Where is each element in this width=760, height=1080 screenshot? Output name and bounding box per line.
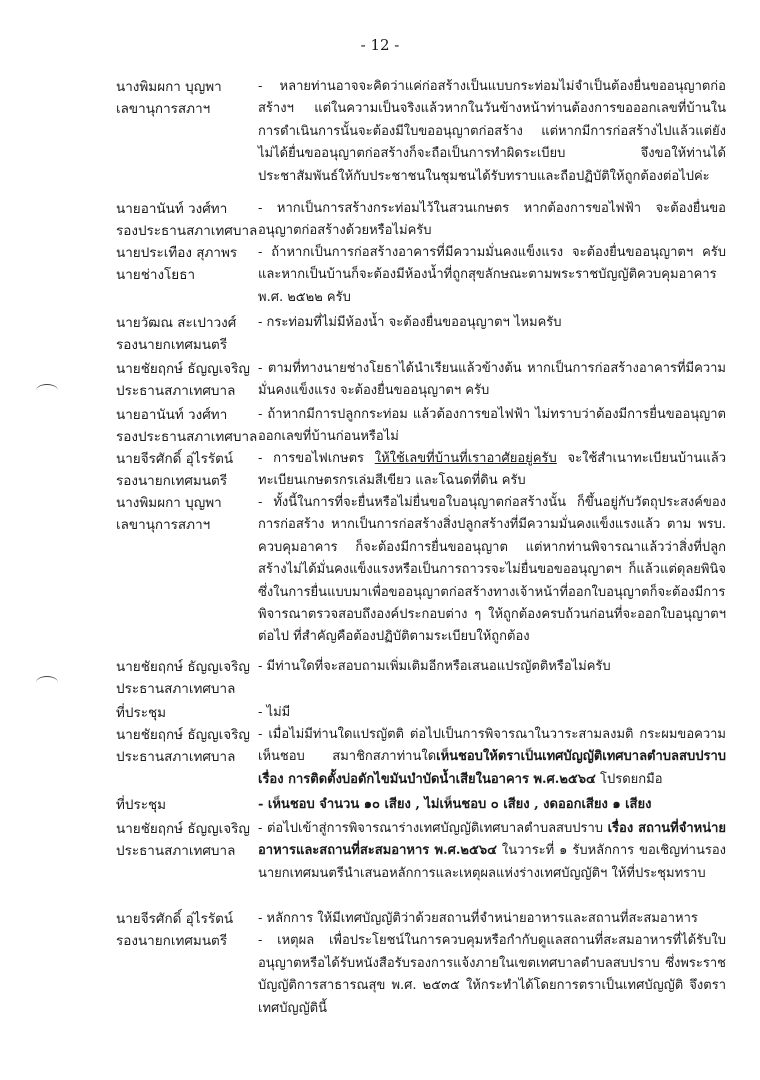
speaker-name: นางพิมผกา บุญพา [116, 495, 222, 511]
speech-paragraph: - หลักการ ให้มีเทศบัญญัติว่าด้วยสถานที่จำหน่ายอาหารและสถานที่สะสมอาหาร [258, 911, 698, 926]
underlined-text: ให้ใช้เลขที่บ้านที่เราอาศัยอยู่ครับ [374, 451, 557, 466]
speech-paragraph: - หลายท่านอาจจะคิดว่าแค่ก่อสร้างเป็นแบบกระท่อมไม่จำเป็นต้องยื่นขออนุญาตก่อสร้างฯ แต่ในความเป็นจริงแล้วหากในวันข้างหน้าท่านต้องการขอออกเลขที่บ้านในการดำเนินการนั้นจะต้องมีใบขออนุญาตก่อสร้าง แต่หากมีการก่อสร้างไปแล้วแต่ยังไม่ได้ยื่นขออนุญาตก่อสร้างก็จะถือเป็นการทำผิดระเบียบ จึงขอให้ท่านได้ประชาสัมพันธ์ให้กับประชาชนในชุมชนได้รับทราบและถือปฏิบัติให้ถูกต้องต่อไปค่ะ [258, 79, 726, 184]
speaker [116, 404, 256, 448]
speaker-name: นายชัยฤกษ์ ธัญญเจริญ [116, 821, 250, 837]
speech-text [258, 448, 726, 493]
speech-paragraph: - ถ้าหากมีการปลูกกระท่อม แล้วต้องการขอไฟฟ้า ไม่ทราบว่าต้องมีการยื่นขออนุญาตออกเลขที่บ้านก่อนหรือไม่ [258, 407, 726, 445]
speech-text [258, 908, 726, 1020]
speaker [116, 818, 256, 862]
speaker [116, 702, 256, 724]
speaker [116, 908, 256, 952]
speech-text [258, 312, 726, 334]
speaker-name: นายอานันท์ วงศ์ทา [116, 407, 228, 423]
speaker [116, 358, 256, 402]
speaker-role: ประธานสภาเทศบาล [116, 383, 236, 399]
speaker-role: รองประธานสภาเทศบาล [116, 223, 258, 239]
speech-paragraph: - ทั้งนี้ในการที่จะยื่นหรือไม่ยื่นขอใบอนุญาตก่อสร้างนั้น ก็ขึ้นอยู่กับวัตถุประสงค์ของการก่อสร้าง หากเป็นการก่อสร้างสิ่งปลูกสร้างที่มีความมั่นคงแข็งแรงแล้ว ตาม พรบ. ควบคุมอาคาร ก็จะต้องมีการยื่นขออนุญาต แต่หากท่านพิจารณาแล้วว่าสิ่งที่ปลูกสร้างไม่ได้มั่นคงแข็งแรงหรือเป็นการถาวรจะไม่ยื่นขอขออนุญาตฯ ก็แล้วแต่ดุลยพินิจ ซึ่งในการยื่นแบบมาเพื่อขออนุญาตก่อสร้างทางเจ้าหน้าที่ออกใบอนุญาตก็จะต้องมีการพิจารณาตรวจสอบถึงองค์ประกอบต่าง ๆ ให้ถูกต้องครบถ้วนก่อนที่จะออกใบอนุญาตฯ ต่อไป ที่สำคัญคือต้องปฏิบัติตามระเบียบให้ถูกต้อง [258, 495, 726, 645]
speech-text [258, 702, 726, 724]
speaker [116, 656, 256, 700]
speech-paragraph: - ไม่มี [258, 705, 291, 720]
speaker [116, 242, 256, 286]
speech-text [258, 358, 726, 403]
speaker-name: ที่ประชุม [116, 797, 167, 813]
speech-paragraph: - เหตุผล เพื่อประโยชน์ในการควบคุมหรือกำกับดูแลสถานที่สะสมอาหารที่ได้รับใบอนุญาตหรือได้รับหนังสือรับรองการแจ้งภายในเขตเทศบาลตำบลสบปราบ ซึ่งพระราชบัญญัติการสาธารณสุข พ.ศ. ๒๕๓๕ ให้กระทำได้โดยการตราเป็นเทศบัญญัติ จึงตราเทศบัญญัตินี้ [258, 933, 726, 1016]
page-number: - 12 - [360, 36, 400, 54]
speaker-name: นายจีรศักดิ์ อุ่ไรรัตน์ [116, 451, 234, 467]
margin-pen-mark [36, 676, 58, 689]
speaker [116, 448, 256, 492]
speaker-name: ที่ประชุม [116, 705, 167, 721]
speaker-name: นางพิมผกา บุญพา [116, 79, 222, 95]
speaker-role: นายช่างโยธา [116, 267, 196, 283]
speaker-name: นายจีรศักดิ์ อุ่ไรรัตน์ [116, 911, 234, 927]
speech-text [258, 724, 726, 791]
bold-text: เรื่อง สถานที่จำหน่ายอาหารและสถานที่สะสมอาหาร พ.ศ.๒๕๖๔ [258, 821, 726, 859]
speech-text [258, 794, 726, 816]
speaker [116, 794, 256, 816]
speech-text [258, 656, 726, 678]
speech-paragraph: - เห็นชอบ จำนวน ๑๐ เสียง , ไม่เห็นชอบ ๐ เสียง , งดออกเสียง ๑ เสียง [258, 797, 652, 812]
speaker [116, 724, 256, 768]
speech-text [258, 242, 726, 309]
speaker-name: นายวัฒณ สะเปาวงศ์ [116, 315, 237, 331]
speaker-role: รองประธานสภาเทศบาล [116, 429, 258, 445]
speaker-role: รองนายกเทศมนตรี [116, 473, 228, 489]
speaker-role: ประธานสภาเทศบาล [116, 681, 236, 697]
speech-paragraph: - มีท่านใดที่จะสอบถามเพิ่มเติมอีกหรือเสนอแปรญัตติหรือไม่ครับ [258, 659, 611, 674]
bold-text: เห็นชอบให้ตราเป็นเทศบัญญัติเทศบาลตำบลสบปราบ เรื่อง การติดตั้งบ่อดักไขมันบำบัดน้ำเสียในอาคาร พ.ศ.๒๕๖๔ [258, 749, 726, 787]
speech-paragraph: - การขอไฟเกษตร ให้ใช้เลขที่บ้านที่เราอาศัยอยู่ครับ จะใช้สำเนาทะเบียนบ้านแล้วทะเบียนเกษตรกรเล่มสีเขียว และโฉนดที่ดิน ครับ [258, 451, 726, 489]
speaker-role: ประธานสภาเทศบาล [116, 843, 236, 859]
speech-paragraph: - หากเป็นการสร้างกระท่อมไว้ในสวนเกษตร หากต้องการขอไฟฟ้า จะต้องยื่นขออนุญาตก่อสร้างด้วยหรือไม่ครับ [258, 201, 726, 239]
speaker-role: ประธานสภาเทศบาล [116, 749, 236, 765]
margin-pen-mark [36, 384, 58, 397]
speaker [116, 198, 256, 242]
speaker-role: เลขานุการสภาฯ [116, 101, 211, 117]
speaker-role: รองนายกเทศมนตรี [116, 933, 228, 949]
speech-text [258, 198, 726, 243]
speaker-name: นายชัยฤกษ์ ธัญญเจริญ [116, 727, 250, 743]
speaker-name: นายประเทือง สุภาพร [116, 245, 238, 261]
speech-paragraph: - ตามที่ทางนายช่างโยธาได้นำเรียนแล้วข้างต้น หากเป็นการก่อสร้างอาคารที่มีความมั่นคงแข็งแรง จะต้องยื่นขออนุญาตฯ ครับ [258, 361, 726, 399]
speaker [116, 312, 256, 356]
speech-paragraph: - กระท่อมที่ไม่มีห้องน้ำ จะต้องยื่นขออนุญาตฯ ไหมครับ [258, 315, 562, 330]
speaker-role: รองนายกเทศมนตรี [116, 337, 228, 353]
speaker-name: นายอานันท์ วงศ์ทา [116, 201, 228, 217]
speaker-name: นายชัยฤกษ์ ธัญญเจริญ [116, 361, 250, 377]
speech-text [258, 818, 726, 885]
speaker [116, 76, 256, 120]
speaker-name: นายชัยฤกษ์ ธัญญเจริญ [116, 659, 250, 675]
speech-paragraph: - เมื่อไม่มีท่านใดแปรญัตติ ต่อไปเป็นการพิจารณาในวาระสามลงมติ กระผมขอความเห็นชอบ สมาชิกสภาท่านใดเห็นชอบให้ตราเป็นเทศบัญญัติเทศบาลตำบลสบปราบ เรื่อง การติดตั้งบ่อดักไขมันบำบัดน้ำเสียในอาคาร พ.ศ.๒๕๖๔ โปรดยกมือ [258, 727, 726, 787]
speech-text [258, 76, 726, 188]
speaker [116, 492, 256, 536]
speech-paragraph: - ต่อไปเข้าสู่การพิจารณาร่างเทศบัญญัติเทศบาลตำบลสบปราบ เรื่อง สถานที่จำหน่ายอาหารและสถานที่สะสมอาหาร พ.ศ.๒๕๖๔ ในวาระที่ ๑ รับหลักการ ขอเชิญท่านรองนายกเทศมนตรีนำเสนอหลักการและเหตุผลแห่งร่างเทศบัญญัติฯ ให้ที่ประชุมทราบ [258, 821, 726, 881]
speech-text [258, 492, 726, 649]
speech-text [258, 404, 726, 449]
speech-paragraph: - ถ้าหากเป็นการก่อสร้างอาคารที่มีความมั่นคงแข็งแรง จะต้องยื่นขออนุญาตฯ ครับ และหากเป็นบ้านก็จะต้องมีห้องน้ำที่ถูกสุขลักษณะตามพระราชบัญญัติควบคุมอาคาร พ.ศ. ๒๕๒๒ ครับ [258, 245, 726, 305]
speaker-role: เลขานุการสภาฯ [116, 517, 211, 533]
